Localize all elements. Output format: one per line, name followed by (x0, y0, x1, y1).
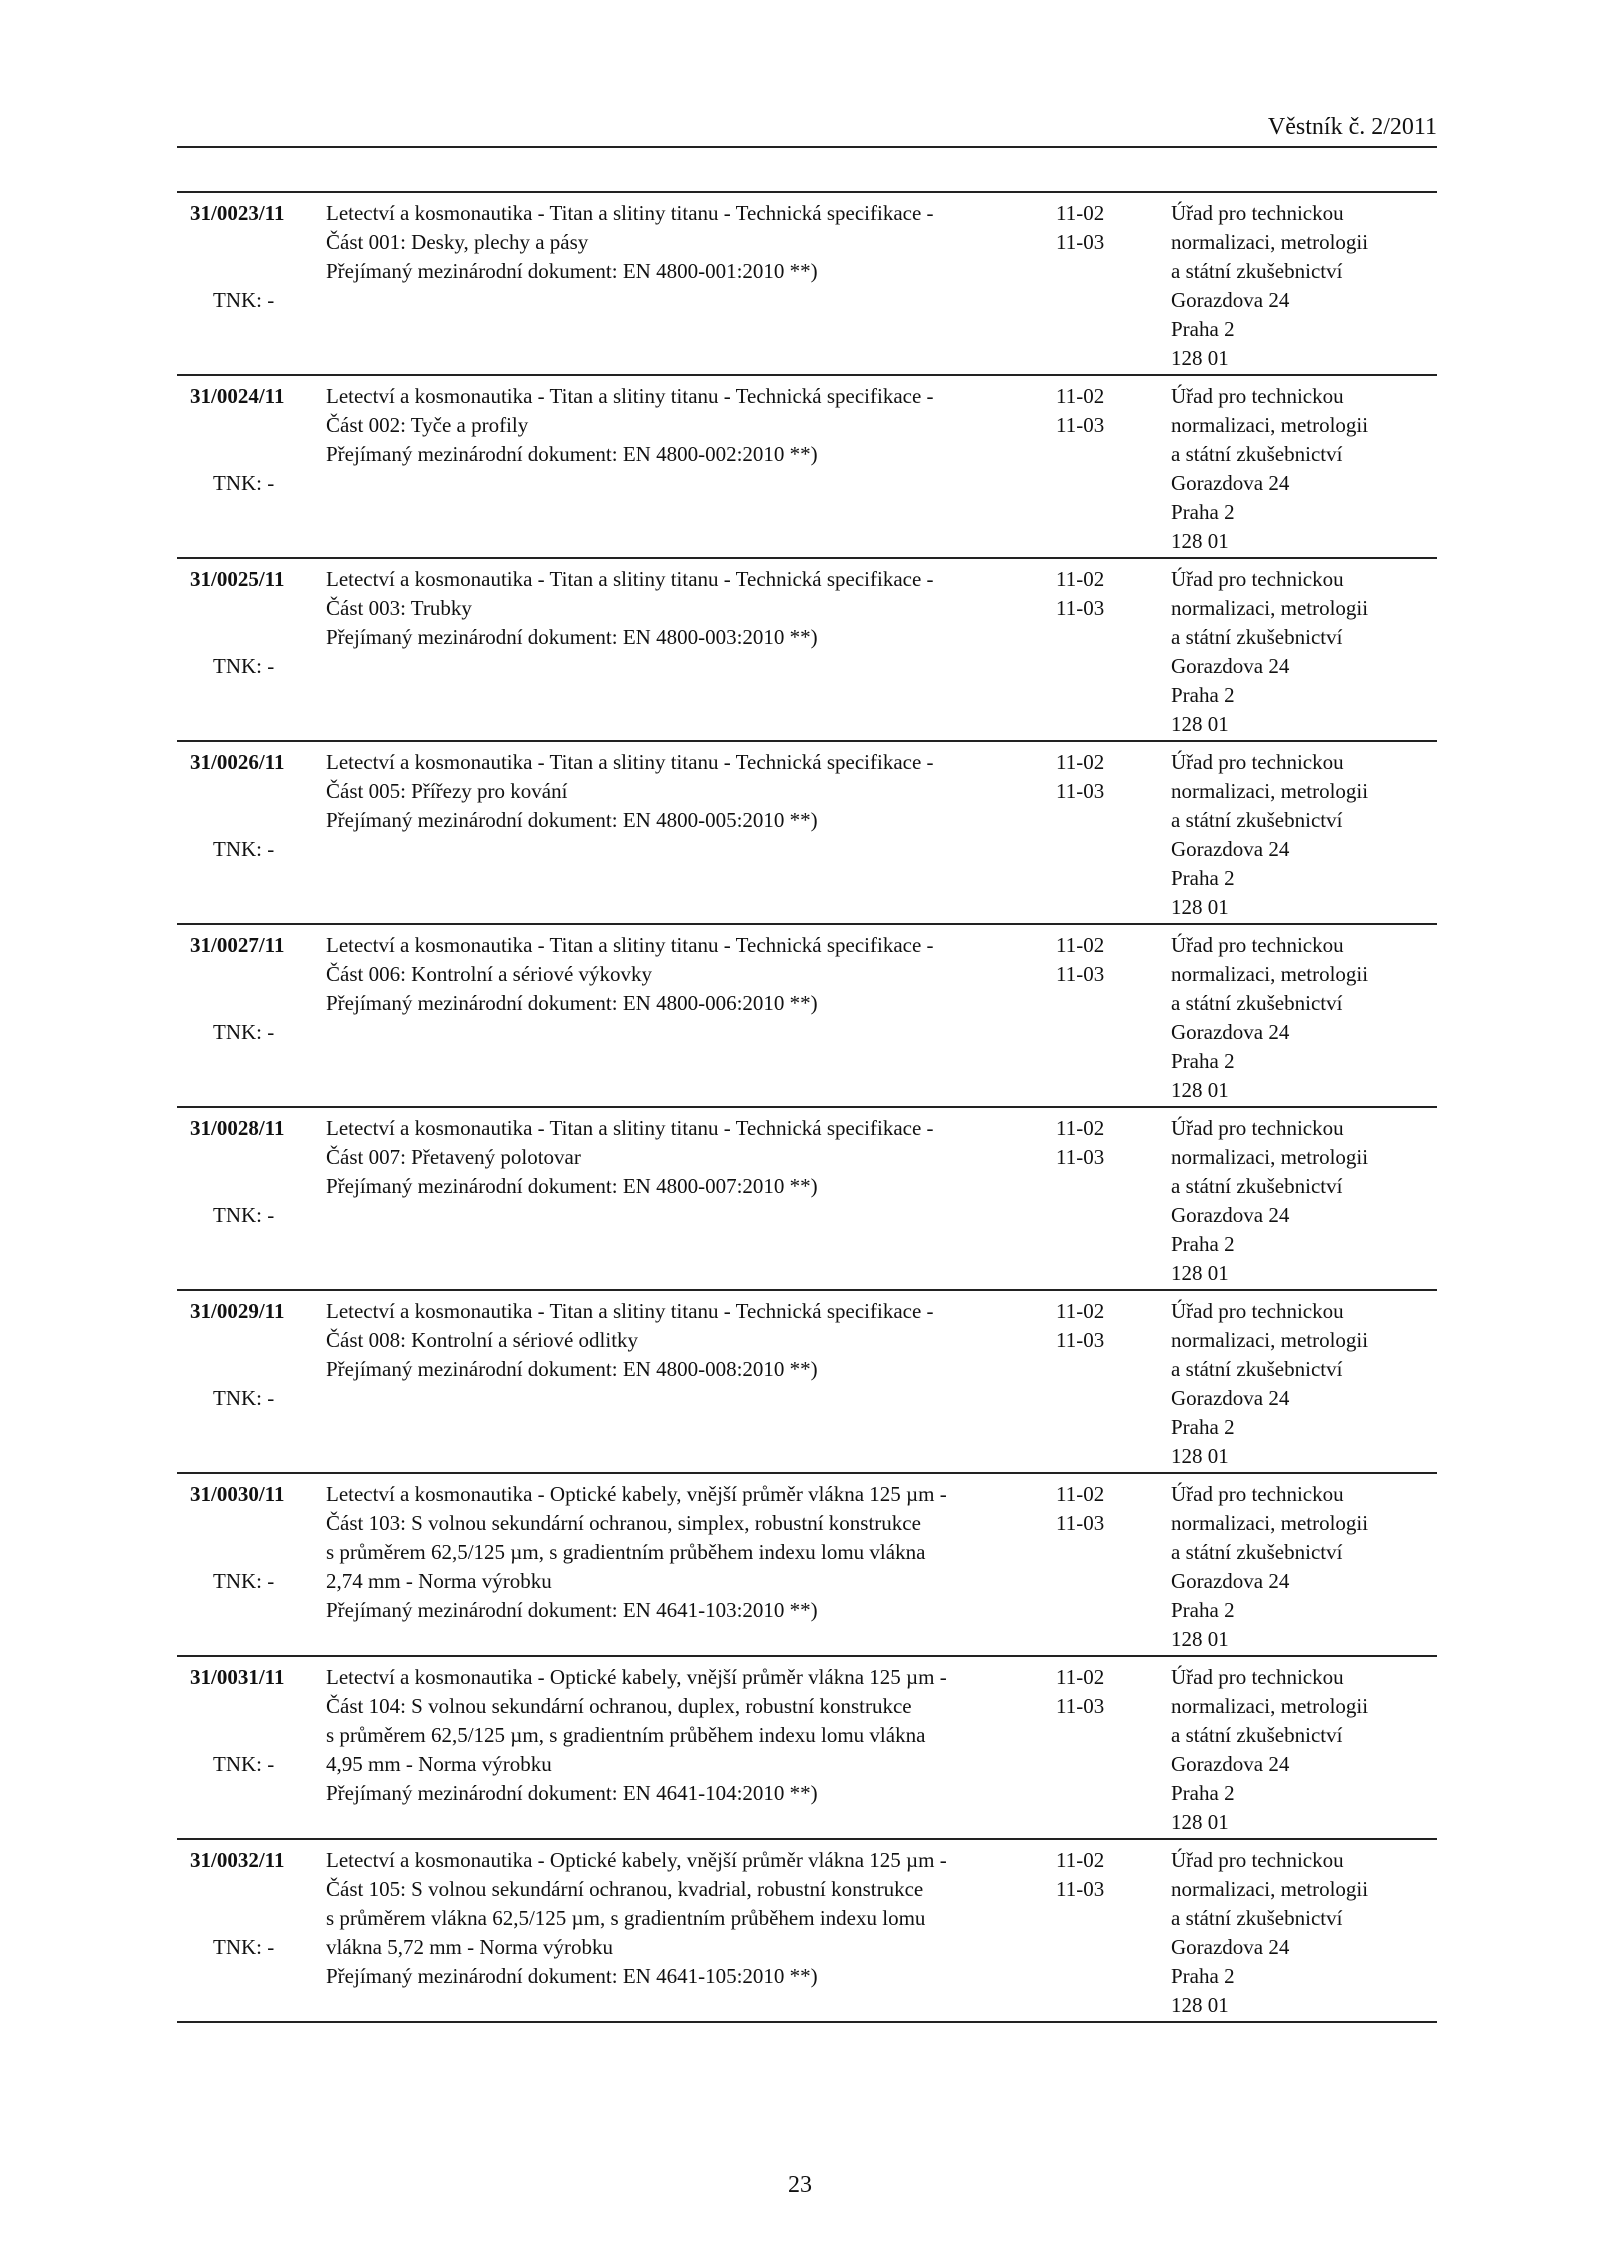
table-row (177, 742, 1437, 925)
entry-address (1171, 748, 1437, 923)
entry-tnk: TNK: - (213, 1935, 275, 1959)
entry-tnk: TNK: - (213, 471, 275, 495)
entry-description-line: s průměrem vlákna 62,5/125 µm, s gradientním průběhem indexu lomu (326, 1906, 926, 1930)
entry-description-line: vlákna 5,72 mm - Norma výrobku (326, 1935, 613, 1959)
entry-address-line: normalizaci, metrologii (1171, 230, 1369, 254)
entry-description-line: Letectví a kosmonautika - Optické kabely, vnější průměr vlákna 125 µm - (326, 1482, 947, 1506)
entry-address-line: normalizaci, metrologii (1171, 1328, 1369, 1352)
entry-address-line: 128 01 (1171, 529, 1229, 553)
entry-address-line: a státní zkušebnictví (1171, 625, 1343, 649)
entry-id: 31/0026/11 (190, 750, 285, 774)
entry-description-line: Část 104: S volnou sekundární ochranou, duplex, robustní konstrukce (326, 1694, 912, 1718)
entry-address-line: a státní zkušebnictví (1171, 991, 1343, 1015)
entry-address (1171, 1297, 1437, 1472)
entry-codes-line: 11-03 (1056, 1877, 1105, 1901)
entry-address-line: Praha 2 (1171, 1049, 1235, 1073)
entry-id: 31/0028/11 (190, 1116, 285, 1140)
entry-address-line: 128 01 (1171, 1627, 1229, 1651)
entry-codes (1056, 1114, 1171, 1289)
entry-codes (1056, 1480, 1171, 1655)
entry-description-line: Část 105: S volnou sekundární ochranou, kvadrial, robustní konstrukce (326, 1877, 924, 1901)
entry-address-line: normalizaci, metrologii (1171, 1511, 1369, 1535)
entry-description (326, 1114, 1056, 1289)
entry-description-line: Přejímaný mezinárodní dokument: EN 4800-003:2010 **) (326, 625, 818, 649)
entry-codes-line: 11-03 (1056, 413, 1105, 437)
entry-id: 31/0025/11 (190, 567, 285, 591)
entry-description-line: Část 008: Kontrolní a sériové odlitky (326, 1328, 639, 1352)
standards-table (177, 191, 1437, 2023)
entry-codes-line: 11-02 (1056, 1482, 1105, 1506)
entry-address-line: Praha 2 (1171, 1781, 1235, 1805)
table-row (177, 1474, 1437, 1657)
entry-description-line: Přejímaný mezinárodní dokument: EN 4800-006:2010 **) (326, 991, 818, 1015)
entry-id: 31/0031/11 (190, 1665, 285, 1689)
entry-address-line: Gorazdova 24 (1171, 288, 1290, 312)
entry-address-line: 128 01 (1171, 1993, 1229, 2017)
entry-address-line: a státní zkušebnictví (1171, 1723, 1343, 1747)
entry-description (326, 748, 1056, 923)
entry-description-line: Letectví a kosmonautika - Titan a slitiny titanu - Technická specifikace - (326, 384, 934, 408)
entry-description-line: Část 001: Desky, plechy a pásy (326, 230, 589, 254)
entry-address-line: normalizaci, metrologii (1171, 596, 1369, 620)
entry-id: 31/0027/11 (190, 933, 285, 957)
entry-description-line: s průměrem 62,5/125 µm, s gradientním průběhem indexu lomu vlákna (326, 1723, 926, 1747)
entry-tnk: TNK: - (213, 837, 275, 861)
entry-codes (1056, 382, 1171, 557)
entry-address-line: Praha 2 (1171, 1598, 1235, 1622)
entry-id: 31/0024/11 (190, 384, 285, 408)
entry-address (1171, 1480, 1437, 1655)
entry-address-line: Praha 2 (1171, 1415, 1235, 1439)
entry-codes-line: 11-03 (1056, 230, 1105, 254)
entry-id-cell (177, 1663, 326, 1838)
entry-tnk: TNK: - (213, 654, 275, 678)
entry-codes-line: 11-02 (1056, 1848, 1105, 1872)
entry-description-line: Letectví a kosmonautika - Titan a slitiny titanu - Technická specifikace - (326, 933, 934, 957)
entry-description (326, 382, 1056, 557)
entry-description (326, 565, 1056, 740)
entry-id: 31/0030/11 (190, 1482, 285, 1506)
entry-address (1171, 1846, 1437, 2021)
entry-tnk: TNK: - (213, 288, 275, 312)
entry-description-line: Část 003: Trubky (326, 596, 472, 620)
entry-address-line: a státní zkušebnictví (1171, 442, 1343, 466)
entry-id-cell (177, 748, 326, 923)
entry-id: 31/0029/11 (190, 1299, 285, 1323)
entry-address (1171, 931, 1437, 1106)
entry-address-line: Úřad pro technickou (1171, 750, 1344, 774)
entry-description (326, 1297, 1056, 1472)
entry-address-line: normalizaci, metrologii (1171, 413, 1369, 437)
entry-address-line: Gorazdova 24 (1171, 1752, 1290, 1776)
entry-address-line: Gorazdova 24 (1171, 1569, 1290, 1593)
entry-description-line: Přejímaný mezinárodní dokument: EN 4800-008:2010 **) (326, 1357, 818, 1381)
header-divider (177, 146, 1437, 148)
entry-address (1171, 565, 1437, 740)
entry-id: 31/0023/11 (190, 201, 285, 225)
entry-id-cell (177, 1480, 326, 1655)
entry-description-line: Přejímaný mezinárodní dokument: EN 4641-103:2010 **) (326, 1598, 818, 1622)
entry-description-line: Letectví a kosmonautika - Optické kabely, vnější průměr vlákna 125 µm - (326, 1848, 947, 1872)
entry-codes-line: 11-03 (1056, 962, 1105, 986)
entry-id-cell (177, 1846, 326, 2021)
entry-address-line: 128 01 (1171, 895, 1229, 919)
entry-codes-line: 11-03 (1056, 779, 1105, 803)
entry-codes-line: 11-02 (1056, 384, 1105, 408)
entry-codes (1056, 199, 1171, 374)
page-number: 23 (788, 2172, 812, 2198)
table-row (177, 1840, 1437, 2023)
entry-id-cell (177, 565, 326, 740)
table-row (177, 1657, 1437, 1840)
entry-codes-line: 11-03 (1056, 1511, 1105, 1535)
bulletin-title: Věstník č. 2/2011 (1267, 114, 1437, 140)
entry-address-line: Gorazdova 24 (1171, 1935, 1290, 1959)
entry-codes-line: 11-02 (1056, 201, 1105, 225)
entry-description-line: Letectví a kosmonautika - Titan a slitiny titanu - Technická specifikace - (326, 750, 934, 774)
entry-codes-line: 11-03 (1056, 596, 1105, 620)
entry-description-line: Přejímaný mezinárodní dokument: EN 4800-001:2010 **) (326, 259, 818, 283)
entry-address-line: Praha 2 (1171, 1964, 1235, 1988)
entry-description-line: Část 005: Přířezy pro kování (326, 779, 568, 803)
entry-address-line: a státní zkušebnictví (1171, 1906, 1343, 1930)
entry-id-cell (177, 1114, 326, 1289)
entry-description-line: Letectví a kosmonautika - Titan a slitiny titanu - Technická specifikace - (326, 1116, 934, 1140)
entry-codes-line: 11-02 (1056, 750, 1105, 774)
entry-codes-line: 11-02 (1056, 933, 1105, 957)
entry-codes (1056, 1663, 1171, 1838)
entry-description (326, 1663, 1056, 1838)
entry-id-cell (177, 1297, 326, 1472)
entry-description-line: Letectví a kosmonautika - Optické kabely, vnější průměr vlákna 125 µm - (326, 1665, 947, 1689)
entry-address-line: Praha 2 (1171, 317, 1235, 341)
entry-address-line: 128 01 (1171, 1078, 1229, 1102)
entry-tnk: TNK: - (213, 1203, 275, 1227)
entry-address-line: Gorazdova 24 (1171, 1020, 1290, 1044)
entry-address (1171, 199, 1437, 374)
entry-description (326, 1480, 1056, 1655)
table-row (177, 193, 1437, 376)
table-row (177, 559, 1437, 742)
entry-address-line: Praha 2 (1171, 683, 1235, 707)
entry-address-line: Gorazdova 24 (1171, 471, 1290, 495)
entry-codes (1056, 565, 1171, 740)
entry-address-line: a státní zkušebnictví (1171, 808, 1343, 832)
entry-address-line: Úřad pro technickou (1171, 1848, 1344, 1872)
entry-address-line: normalizaci, metrologii (1171, 1694, 1369, 1718)
entry-address (1171, 1663, 1437, 1838)
table-row (177, 1108, 1437, 1291)
entry-address-line: 128 01 (1171, 346, 1229, 370)
entry-address (1171, 1114, 1437, 1289)
entry-address-line: Gorazdova 24 (1171, 837, 1290, 861)
entry-id-cell (177, 931, 326, 1106)
entry-address-line: Úřad pro technickou (1171, 201, 1344, 225)
entry-codes-line: 11-02 (1056, 1665, 1105, 1689)
entry-description-line: Přejímaný mezinárodní dokument: EN 4800-007:2010 **) (326, 1174, 818, 1198)
entry-description-line: Letectví a kosmonautika - Titan a slitiny titanu - Technická specifikace - (326, 1299, 934, 1323)
entry-description (326, 931, 1056, 1106)
entry-address-line: normalizaci, metrologii (1171, 779, 1369, 803)
entry-address-line: normalizaci, metrologii (1171, 962, 1369, 986)
entry-codes (1056, 748, 1171, 923)
entry-description-line: Část 002: Tyče a profily (326, 413, 529, 437)
entry-description-line: Část 006: Kontrolní a sériové výkovky (326, 962, 653, 986)
entry-tnk: TNK: - (213, 1386, 275, 1410)
entry-codes-line: 11-02 (1056, 1116, 1105, 1140)
entry-description-line: Letectví a kosmonautika - Titan a slitiny titanu - Technická specifikace - (326, 201, 934, 225)
entry-description-line: Přejímaný mezinárodní dokument: EN 4800-002:2010 **) (326, 442, 818, 466)
entry-address-line: a státní zkušebnictví (1171, 1540, 1343, 1564)
entry-address-line: a státní zkušebnictví (1171, 1357, 1343, 1381)
entry-description-line: s průměrem 62,5/125 µm, s gradientním průběhem indexu lomu vlákna (326, 1540, 926, 1564)
entry-description-line: Část 007: Přetavený polotovar (326, 1145, 581, 1169)
entry-codes (1056, 1846, 1171, 2021)
entry-id: 31/0032/11 (190, 1848, 285, 1872)
entry-address (1171, 382, 1437, 557)
table-row (177, 925, 1437, 1108)
entry-description-line: 4,95 mm - Norma výrobku (326, 1752, 552, 1776)
entry-description (326, 1846, 1056, 2021)
entry-address-line: 128 01 (1171, 1261, 1229, 1285)
entry-codes-line: 11-02 (1056, 1299, 1105, 1323)
entry-description-line: 2,74 mm - Norma výrobku (326, 1569, 552, 1593)
entry-address-line: normalizaci, metrologii (1171, 1877, 1369, 1901)
entry-address-line: Gorazdova 24 (1171, 654, 1290, 678)
entry-description-line: Přejímaný mezinárodní dokument: EN 4800-005:2010 **) (326, 808, 818, 832)
entry-address-line: Gorazdova 24 (1171, 1386, 1290, 1410)
entry-tnk: TNK: - (213, 1020, 275, 1044)
table-row (177, 376, 1437, 559)
entry-tnk: TNK: - (213, 1752, 275, 1776)
entry-description (326, 199, 1056, 374)
entry-address-line: Úřad pro technickou (1171, 567, 1344, 591)
entry-codes-line: 11-03 (1056, 1145, 1105, 1169)
entry-id-cell (177, 199, 326, 374)
entry-codes-line: 11-03 (1056, 1694, 1105, 1718)
entry-address-line: Úřad pro technickou (1171, 1482, 1344, 1506)
entry-tnk: TNK: - (213, 1569, 275, 1593)
entry-address-line: Úřad pro technickou (1171, 1299, 1344, 1323)
entry-description-line: Přejímaný mezinárodní dokument: EN 4641-105:2010 **) (326, 1964, 818, 1988)
entry-address-line: Úřad pro technickou (1171, 933, 1344, 957)
entry-address-line: Úřad pro technickou (1171, 384, 1344, 408)
entry-address-line: a státní zkušebnictví (1171, 1174, 1343, 1198)
entry-codes (1056, 1297, 1171, 1472)
entry-address-line: Praha 2 (1171, 1232, 1235, 1256)
entry-address-line: Úřad pro technickou (1171, 1665, 1344, 1689)
entry-description-line: Část 103: S volnou sekundární ochranou, simplex, robustní konstrukce (326, 1511, 921, 1535)
entry-description-line: Přejímaný mezinárodní dokument: EN 4641-104:2010 **) (326, 1781, 818, 1805)
entry-address-line: a státní zkušebnictví (1171, 259, 1343, 283)
entry-address-line: normalizaci, metrologii (1171, 1145, 1369, 1169)
entry-description-line: Letectví a kosmonautika - Titan a slitiny titanu - Technická specifikace - (326, 567, 934, 591)
entry-id-cell (177, 382, 326, 557)
table-row (177, 1291, 1437, 1474)
entry-address-line: 128 01 (1171, 712, 1229, 736)
entry-address-line: 128 01 (1171, 1444, 1229, 1468)
entry-address-line: 128 01 (1171, 1810, 1229, 1834)
entry-codes-line: 11-02 (1056, 567, 1105, 591)
entry-codes (1056, 931, 1171, 1106)
entry-address-line: Gorazdova 24 (1171, 1203, 1290, 1227)
entry-address-line: Praha 2 (1171, 866, 1235, 890)
entry-address-line: Praha 2 (1171, 500, 1235, 524)
entry-codes-line: 11-03 (1056, 1328, 1105, 1352)
entry-address-line: Úřad pro technickou (1171, 1116, 1344, 1140)
